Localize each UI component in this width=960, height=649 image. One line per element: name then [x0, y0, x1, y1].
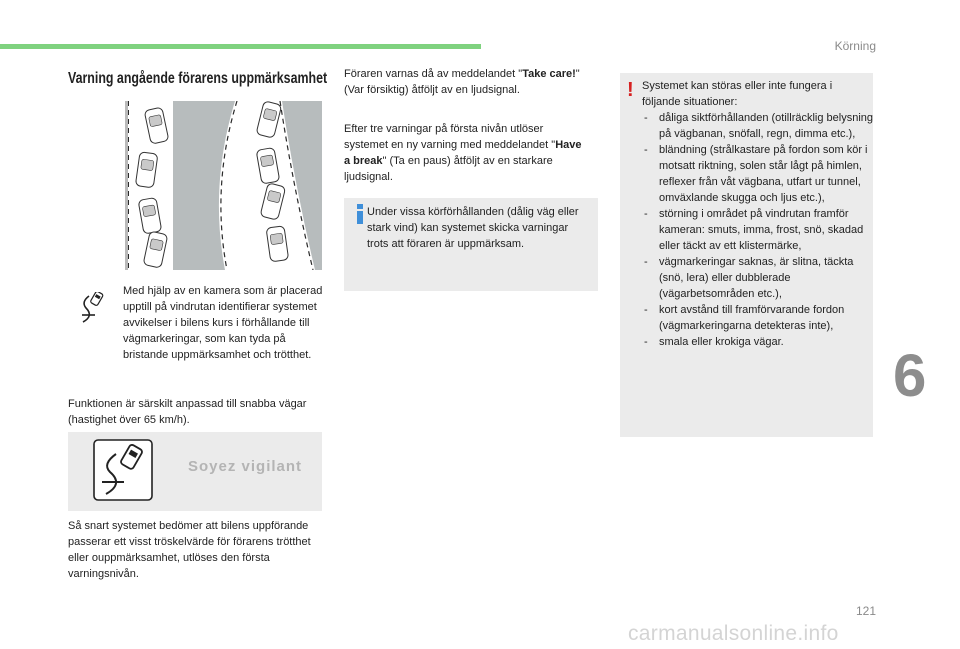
section-title: Körning	[834, 39, 876, 53]
watermark: carmanualsonline.info	[628, 622, 839, 645]
drowsy-driver-alert-icon	[92, 438, 154, 502]
chapter-number: 6	[893, 342, 927, 409]
camera-lane-icon	[80, 292, 106, 324]
list-item: - dåliga siktförhållanden (otillräcklig belysning på vägbanan, snöfall, regn, dimma etc.),	[644, 112, 874, 140]
function-paragraph: Funktionen är särskilt anpassad till snabba vägar (hastighet över 65 km/h).	[68, 398, 307, 426]
list-item: - vägmarkeringar saknas, är slitna, täckta (snö, lera) eller dubblerade (vägarbetsområden etc.),	[644, 256, 854, 300]
page-number: 121	[855, 604, 876, 618]
list-item: - kort avstånd till framförvarande fordon (vägmarkeringarna detekteras inte),	[644, 304, 845, 332]
info-icon	[354, 204, 366, 224]
take-care-message: Take care!	[522, 68, 576, 80]
list-item: - bländning (strålkastare på fordon som kör i motsatt riktning, solen står lågt på himlen, reflexer från våt vägbana, utfart ur tunnel, omväxlande skugga och ljus etc.),	[644, 144, 868, 204]
alert-display-example	[68, 432, 322, 511]
page-heading: Varning angående förarens uppmärksamhet	[68, 70, 328, 87]
camera-paragraph: Med hjälp av en kamera som är placerad upptill på vindrutan identifierar systemet avvikelser i bilens kurs i förhållande till vägmarkeringar, som kan tyda på bristande uppmärksamhet och trötthet.	[123, 285, 323, 361]
warning-intro: Systemet kan störas eller inte fungera i följande situationer:	[642, 80, 833, 108]
threshold-paragraph: Så snart systemet bedömer att bilens uppförande passerar ett visst tröskelvärde för förarens trötthet eller ouppmärksamhet, utlöses den första varningsnivån.	[68, 520, 311, 580]
warning-icon: !	[627, 79, 634, 101]
warning-note-box	[620, 73, 873, 437]
have-a-break-message: Have a break	[344, 139, 582, 167]
info-note-box	[344, 198, 598, 291]
list-item: - störning i området på vindrutan framför kameran: smuts, imma, frost, snö, skadad eller täckt av ett klistermärke,	[644, 208, 864, 252]
take-care-paragraph: Föraren varnas då av meddelandet "Take care!" (Var försiktig) åtföljt av en ljudsignal.	[344, 68, 580, 96]
warning-list	[642, 110, 874, 350]
left-shoulder	[125, 101, 128, 270]
have-a-break-paragraph: Efter tre varningar på första nivån utlöser systemet en ny varning med meddelandet "Have a break" (Ta en paus) åtföljt av en starkare ljudsignal.	[344, 123, 582, 183]
list-item: - smala eller krokiga vägar.	[644, 336, 784, 348]
alert-message: Soyez vigilant	[188, 458, 303, 475]
info-note-text: Under vissa körförhållanden (dålig väg eller stark vind) kan systemet skicka varningar trots att föraren är uppmärksam.	[367, 206, 579, 250]
accent-bar	[0, 44, 481, 49]
road-illustration	[125, 101, 322, 270]
